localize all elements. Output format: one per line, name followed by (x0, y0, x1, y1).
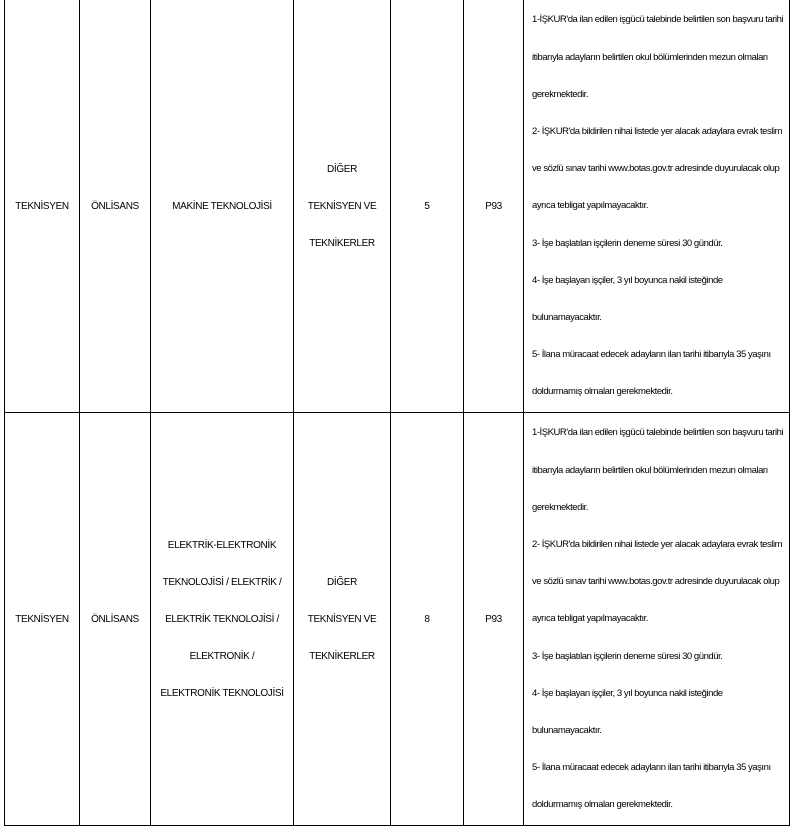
category-line: TEKNİKERLER (309, 237, 375, 249)
requirement-line: 5- İlana müracaat edecek adayların ilan tarihi itibarıyla 35 yaşını (532, 349, 771, 361)
category-line: TEKNİKERLER (309, 650, 375, 662)
requirement-line: gerekmektedir. (532, 501, 589, 513)
department-line: ELEKTRİK-ELEKTRONİK (167, 539, 277, 551)
requirement-line: bulunamayacaktır. (532, 724, 602, 736)
category-line: DİĞER (327, 576, 357, 588)
requirement-line: itibarıyla adayların belirtilen okul bölümlerinden mezun olmaları (532, 51, 768, 63)
requirement-line: 3- İşe başlatılan işçilerin deneme süresi 30 gündür. (532, 237, 723, 249)
department-line: MAKİNE TEKNOLOJİSİ (172, 200, 272, 212)
position-cell: TEKNİSYEN (5, 0, 80, 413)
department-line: ELEKTRONİK / (189, 650, 255, 662)
requirement-line: ayrıca tebligat yapılmayacaktır. (532, 200, 649, 212)
kpss-cell: P93 (464, 0, 524, 413)
requirement-line: 4- İşe başlayan işçiler, 3 yıl boyunca nakil isteğinde (532, 687, 723, 699)
requirements-cell (524, 0, 790, 413)
department-cell (151, 413, 294, 826)
count-cell: 5 (391, 0, 464, 413)
category-cell (294, 0, 391, 413)
kpss-cell: P93 (464, 413, 524, 826)
table-row (5, 413, 790, 826)
requirement-line: bulunamayacaktır. (532, 311, 602, 323)
requirement-line: 2- İŞKUR'da bildirilen nihai listede yer alacak adaylara evrak teslim (532, 126, 783, 138)
category-line: TEKNİSYEN VE (307, 200, 377, 212)
education-cell: ÖNLİSANS (80, 413, 151, 826)
requirement-line: gerekmektedir. (532, 88, 589, 100)
position-cell: TEKNİSYEN (5, 413, 80, 826)
department-line: ELEKTRONİK TEKNOLOJİSİ (160, 687, 284, 699)
requirements-cell (524, 413, 790, 826)
category-cell (294, 413, 391, 826)
table-row (5, 0, 790, 413)
requirement-line: ayrıca tebligat yapılmayacaktır. (532, 613, 649, 625)
requirement-line: doldurmamış olmaları gerekmektedir. (532, 386, 673, 398)
education-cell: ÖNLİSANS (80, 0, 151, 413)
requirement-line: 1-İŞKUR'da ilan edilen işgücü talebinde belirtilen son başvuru tarihi (532, 14, 784, 26)
count-cell: 8 (391, 413, 464, 826)
category-line: TEKNİSYEN VE (307, 613, 377, 625)
requirement-line: itibarıyla adayların belirtilen okul bölümlerinden mezun olmaları (532, 464, 768, 476)
requirement-line: 3- İşe başlatılan işçilerin deneme süresi 30 gündür. (532, 650, 723, 662)
requirement-line: 4- İşe başlayan işçiler, 3 yıl boyunca nakil isteğinde (532, 274, 723, 286)
requirement-line: 1-İŞKUR'da ilan edilen işgücü talebinde belirtilen son başvuru tarihi (532, 427, 784, 439)
job-listing-table (4, 0, 790, 826)
category-line: DİĞER (327, 163, 357, 175)
requirement-line: ve sözlü sınav tarihi www.botas.gov.tr adresinde duyurulacak olup (532, 576, 780, 588)
department-cell (151, 0, 294, 413)
department-line: ELEKTRİK TEKNOLOJİSİ / (165, 613, 279, 625)
requirement-line: 2- İŞKUR'da bildirilen nihai listede yer alacak adaylara evrak teslim (532, 539, 783, 551)
requirement-line: 5- İlana müracaat edecek adayların ilan tarihi itibarıyla 35 yaşını (532, 762, 771, 774)
requirement-line: ve sözlü sınav tarihi www.botas.gov.tr adresinde duyurulacak olup (532, 163, 780, 175)
department-line: TEKNOLOJİSİ / ELEKTRİK / (162, 576, 282, 588)
requirement-line: doldurmamış olmaları gerekmektedir. (532, 799, 673, 811)
